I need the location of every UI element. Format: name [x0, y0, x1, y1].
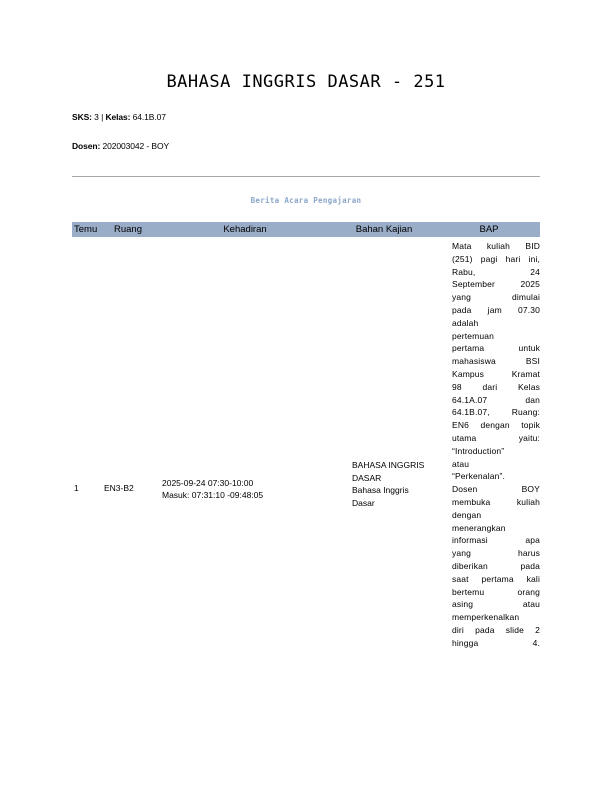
table-row — [72, 237, 540, 707]
bap-line: atau — [452, 458, 470, 469]
bap-line: Kampus Kramat — [452, 368, 540, 379]
header-kehadiran: Kehadiran — [223, 224, 267, 235]
bap-line: yang harus — [452, 548, 540, 559]
bap-line: Rabu, 24 — [452, 266, 540, 277]
bap-line: pertemuan — [452, 330, 494, 341]
cell-kehadiran — [162, 477, 334, 501]
bap-line: Mata kuliah BID — [452, 241, 540, 251]
bap-line: hingga 4. — [452, 637, 540, 648]
bahan-line: DASAR — [352, 472, 382, 483]
section-title: Berita Acara Pengajaran — [250, 196, 362, 205]
bap-line: (251) pagi hari ini, — [452, 253, 540, 264]
cell-bap — [452, 240, 540, 650]
bap-line: 64.1A.07 dan — [452, 394, 540, 405]
table-header — [72, 222, 540, 237]
bap-line: Dosen BOY — [452, 484, 540, 495]
bap-line: yang dimulai — [452, 292, 540, 303]
bap-line: “Introduction” — [452, 445, 505, 456]
kelas-value: 64.1B.07 — [130, 112, 166, 122]
page-title: BAHASA INGGRIS DASAR - 251 — [166, 72, 446, 92]
header-temu: Temu — [74, 224, 98, 235]
kehadiran-jadwal: 2025-09-24 07:30-10:00 — [162, 478, 254, 488]
kelas-label: Kelas: — [103, 112, 131, 122]
bap-line: dengan — [452, 509, 482, 520]
bahan-line: Dasar — [352, 497, 375, 508]
bap-line: asing atau — [452, 599, 540, 610]
sks-value: 3 | — [91, 112, 104, 122]
bap-table — [72, 222, 540, 707]
bap-line: utama yaitu: — [452, 432, 540, 443]
bap-line: diri pada slide 2 — [452, 624, 540, 635]
bap-line: diberikan pada — [452, 560, 540, 571]
bap-line: “Perkenalan”. — [452, 471, 505, 482]
bap-line: membuka kuliah — [452, 496, 540, 507]
kehadiran-masuk: Masuk: 07:31:10 -09:48:05 — [162, 490, 264, 500]
cell-temu: 1 — [74, 483, 79, 493]
bap-line: pada jam 07.30 — [452, 304, 540, 315]
divider — [72, 176, 540, 177]
header-bahan-kajian: Bahan Kajian — [355, 224, 413, 235]
dosen-label: Dosen: — [72, 141, 101, 151]
bap-line: 98 dari Kelas — [452, 381, 540, 392]
bap-line: informasi apa — [452, 535, 540, 546]
bahan-line: BAHASA INGGRIS — [352, 460, 425, 470]
bap-line: EN6 dengan topik — [452, 420, 540, 431]
bap-line: saat pertama kali — [452, 573, 540, 584]
bap-line: mahasiswa BSI — [452, 356, 540, 367]
dosen-value: 202003042 - BOY — [100, 141, 170, 151]
course-meta — [72, 112, 166, 122]
bap-line: memperkenalkan — [452, 612, 520, 623]
bap-line: September 2025 — [452, 279, 540, 290]
cell-bahan-kajian — [352, 459, 452, 509]
bap-line: menerangkan — [452, 522, 506, 533]
bap-line: bertemu orang — [452, 586, 540, 597]
bap-line: 64.1B.07, Ruang: — [452, 407, 540, 418]
bahan-line: Bahasa Inggris — [352, 485, 409, 495]
header-ruang: Ruang — [114, 224, 142, 235]
lecturer-meta — [72, 141, 169, 151]
sks-label: SKS: — [72, 112, 92, 122]
cell-ruang: EN3-B2 — [104, 483, 134, 493]
bap-line: pertama untuk — [452, 343, 540, 354]
bap-line: adalah — [452, 317, 479, 328]
header-bap: BAP — [479, 224, 499, 235]
